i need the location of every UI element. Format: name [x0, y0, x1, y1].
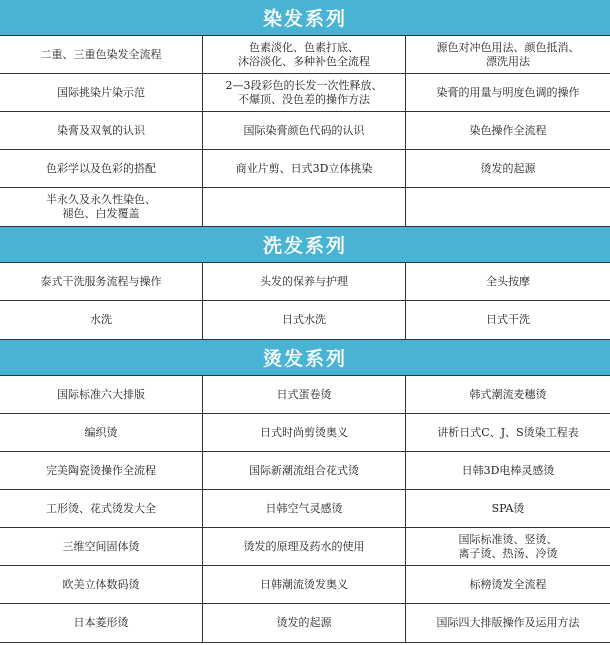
course-cell: 日式蛋卷烫 — [203, 376, 406, 414]
course-cell: 二重、三重色染发全流程 — [0, 36, 203, 74]
course-cell: 标榜烫发全流程 — [406, 566, 610, 604]
section-header-wash — [0, 227, 610, 262]
course-cell: 日式干洗 — [486, 313, 530, 326]
section-title-wash: 洗发系列 — [262, 235, 347, 257]
course-cell: SPA烫 — [406, 490, 610, 528]
course-cell: 日韩3D电棒灵感烫 — [406, 452, 610, 490]
course-cell: 日本菱形烫 — [0, 604, 203, 642]
course-cell: 国际标准烫、竖烫、 离子烫、热汤、冷烫 — [406, 528, 610, 566]
course-cell: 色素淡化、色素打底、 沐浴淡化、多种补色全流程 — [203, 36, 406, 74]
course-cell: 水洗 — [0, 301, 203, 339]
course-cell: 泰式干洗服务流程与操作 — [0, 263, 203, 301]
course-cell: 编织烫 — [0, 414, 203, 452]
course-cell: 色彩学以及色彩的搭配 — [0, 150, 203, 188]
course-cell: 工形烫、花式烫发大全 — [0, 490, 203, 528]
course-cell: 国际新潮流组合花式烫 — [203, 452, 406, 490]
course-cell: 日韩空气灵感烫 — [203, 490, 406, 528]
course-cell: 韩式潮流麦穗烫 — [406, 376, 610, 414]
wash-course-grid — [0, 262, 610, 340]
course-cell: 烫发的起源 — [406, 150, 610, 188]
course-cell: 国际四大排版操作及运用方法 — [436, 616, 580, 629]
course-cell: 烫发的原理及药水的使用 — [203, 528, 406, 566]
course-cell: 商业片剪、日式3D立体挑染 — [203, 150, 406, 188]
course-cell: 染膏及双氧的认识 — [0, 112, 203, 150]
course-cell: 半永久及永久性染色、 褪色、白发覆盖 — [0, 188, 203, 226]
course-cell: 日式时尚剪烫奥义 — [203, 414, 406, 452]
course-cell: 头发的保养与护理 — [203, 263, 406, 301]
section-header-perm — [0, 340, 610, 375]
dye-course-grid — [0, 35, 610, 227]
course-cell: 染色操作全流程 — [406, 112, 610, 150]
empty-cell — [406, 188, 610, 226]
course-cell: 日式水洗 — [203, 301, 406, 339]
course-cell: 欧美立体数码烫 — [0, 566, 203, 604]
course-cell: 国际挑染片染示范 — [0, 74, 203, 112]
perm-course-grid — [0, 375, 610, 643]
course-cell: 全头按摩 — [406, 263, 610, 301]
course-cell: 三维空间固体烫 — [0, 528, 203, 566]
section-title-perm: 烫发系列 — [262, 348, 347, 370]
course-cell: 烫发的起源 — [203, 604, 406, 642]
course-cell: 国际标准六大排版 — [0, 376, 203, 414]
course-cell: 染膏的用量与明度色调的操作 — [406, 74, 610, 112]
empty-cell — [203, 188, 406, 226]
course-cell: 讲析日式C、J、S烫染工程表 — [406, 414, 610, 452]
course-cell: 国际染膏颜色代码的认识 — [203, 112, 406, 150]
course-cell: 2—3段彩色的长发一次性释放、 不爆顶、没色差的操作方法 — [203, 74, 406, 112]
course-cell: 完美陶瓷烫操作全流程 — [0, 452, 203, 490]
course-cell: 源色对冲色用法、颜色抵消、 漂洗用法 — [406, 36, 610, 74]
section-title-dye: 染发系列 — [262, 8, 347, 30]
course-cell: 日韩潮流烫发奥义 — [203, 566, 406, 604]
section-header-dye — [0, 0, 610, 35]
